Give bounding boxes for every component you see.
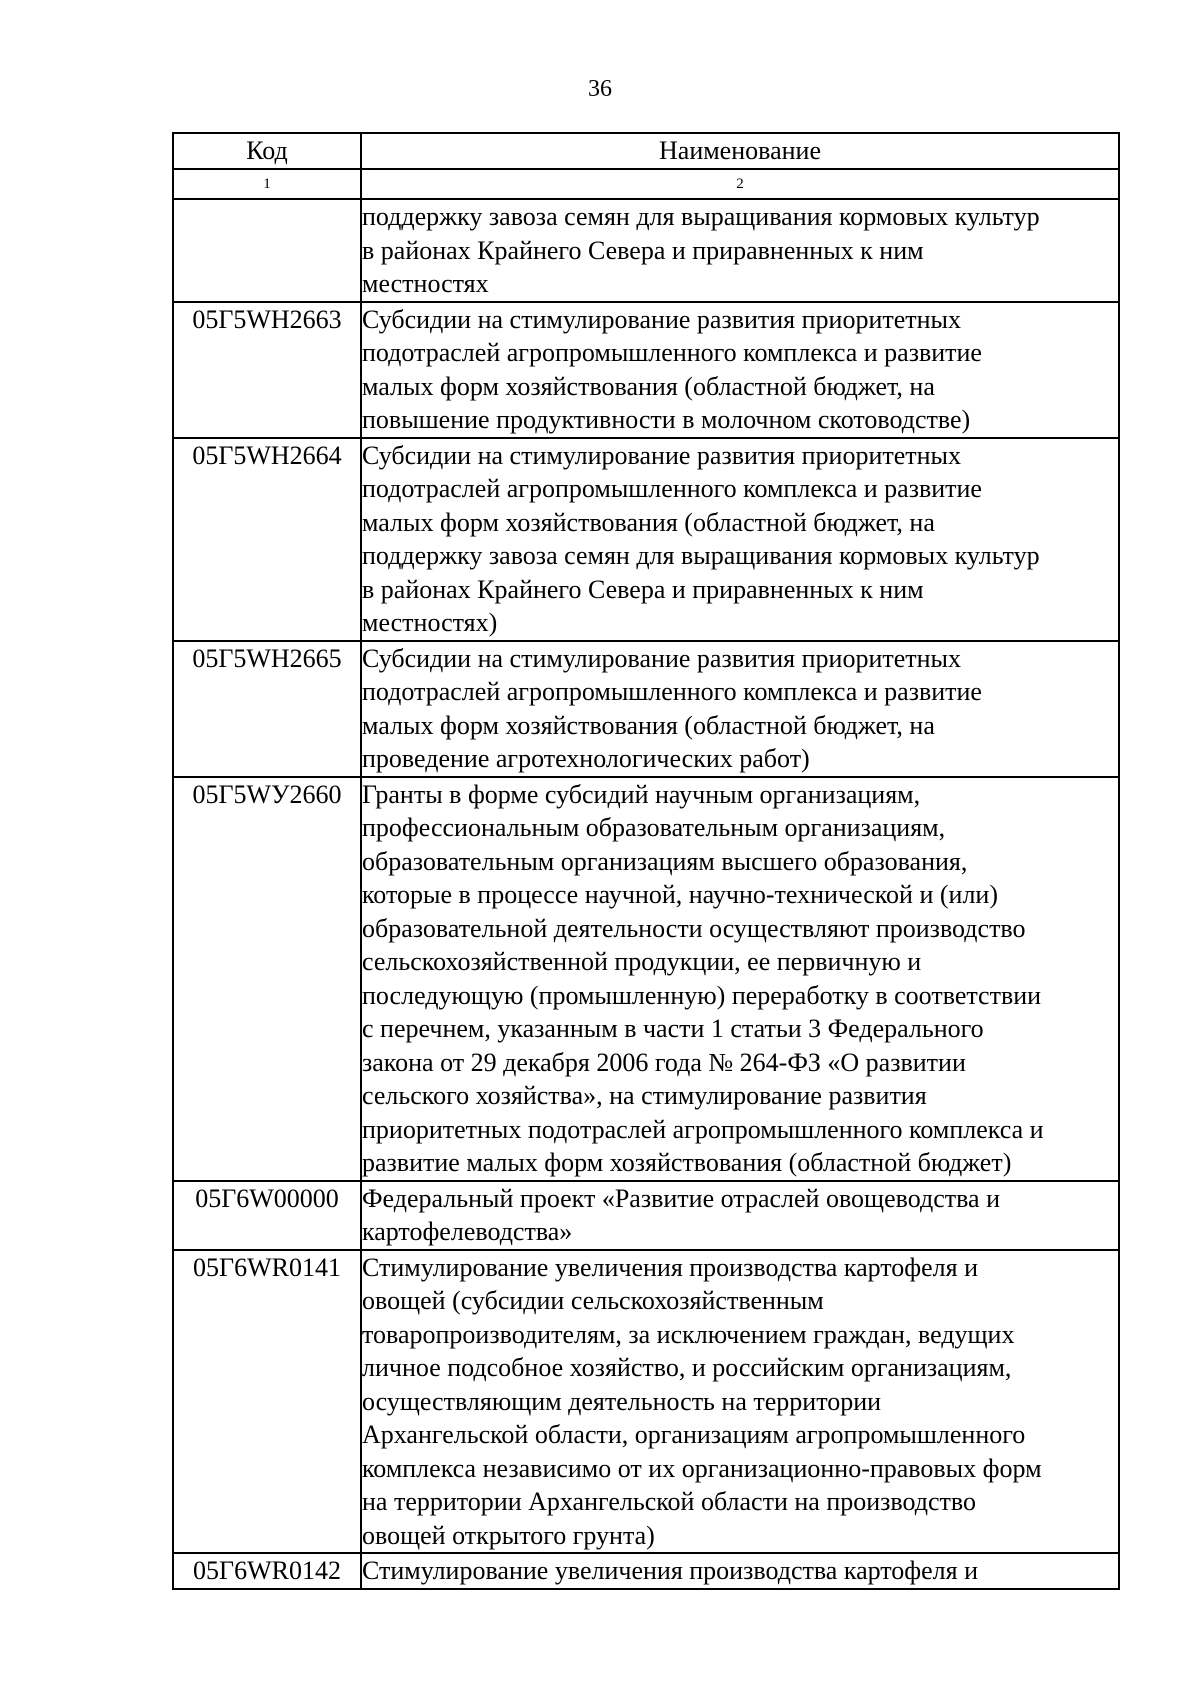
row-name-line: с перечнем, указанным в части 1 статьи 3 Федерального — [362, 1014, 984, 1043]
row-name — [361, 438, 1119, 641]
row-name-line: Стимулирование увеличения производства картофеля и — [362, 1556, 979, 1585]
row-name-line: товаропроизводителям, за исключением граждан, ведущих — [362, 1319, 1015, 1349]
row-code — [173, 199, 361, 302]
row-name-line: Субсидии на стимулирование развития приоритетных — [362, 304, 962, 334]
row-code: 05Г5WН2664 — [173, 438, 361, 641]
row-name-line: подотраслей агропромышленного комплекса и развитие — [362, 677, 982, 706]
row-name-line: комплекса независимо от их организационно-правовых форм — [362, 1453, 1042, 1483]
row-code: 05Г5WУ2660 — [173, 777, 361, 1181]
row-name-line: сельского хозяйства», на стимулирование развития — [362, 1081, 927, 1110]
row-name-line: поддержку завоза семян для выращивания кормовых культур — [362, 202, 1040, 231]
table-row — [173, 1250, 1119, 1554]
row-name-line: в районах Крайнего Севера и приравненных к ним — [362, 235, 924, 265]
row-name-line: овощей (субсидии сельскохозяйственным — [362, 1286, 824, 1315]
row-name-line: приоритетных подотраслей агропромышленного комплекса и — [362, 1114, 1044, 1144]
row-name-line: Федеральный проект «Развитие отраслей овощеводства и — [362, 1183, 1000, 1213]
row-code: 05Г6W00000 — [173, 1181, 361, 1250]
column-number-row — [173, 169, 1119, 199]
row-name-line: малых форм хозяйствования (областной бюджет, на — [362, 507, 935, 537]
row-code: 05Г6WR0142 — [173, 1553, 361, 1589]
table-row — [173, 777, 1119, 1181]
row-name-line: образовательной деятельности осуществляют производство — [362, 913, 1026, 943]
table-row — [173, 302, 1119, 438]
header-name: Наименование — [361, 133, 1119, 169]
row-name-line: малых форм хозяйствования (областной бюджет, на — [362, 371, 935, 401]
row-name-line: овощей открытого грунта) — [362, 1520, 655, 1550]
header-code: Код — [173, 133, 361, 169]
row-name-line: последующую (промышленную) переработку в соответствии — [362, 980, 1042, 1010]
row-name — [361, 641, 1119, 777]
row-name-line: Архангельской области, организациям агропромышленного — [362, 1420, 1026, 1449]
table-row — [173, 641, 1119, 777]
row-name — [361, 199, 1119, 302]
row-name — [361, 1181, 1119, 1250]
row-name — [361, 302, 1119, 438]
table-header-row — [173, 133, 1119, 169]
row-code: 05Г5WН2663 — [173, 302, 361, 438]
column-number-2: 2 — [361, 169, 1119, 199]
row-name-line: картофелеводства» — [362, 1217, 573, 1246]
column-number-1: 1 — [173, 169, 361, 199]
row-code: 05Г5WН2665 — [173, 641, 361, 777]
row-name — [361, 1250, 1119, 1554]
row-name-line: проведение агротехнологических работ) — [362, 744, 810, 773]
row-name-line: осуществляющим деятельность на территории — [362, 1386, 882, 1416]
row-name-line: местностях — [362, 269, 489, 298]
row-name-line: образовательным организациям высшего образования, — [362, 846, 968, 876]
row-name-line: Субсидии на стимулирование развития приоритетных — [362, 643, 962, 673]
row-name-line: Субсидии на стимулирование развития приоритетных — [362, 440, 962, 470]
row-name-line: повышение продуктивности в молочном скотоводстве) — [362, 405, 971, 434]
row-name-line: закона от 29 декабря 2006 года № 264-ФЗ «О развитии — [362, 1047, 966, 1077]
page-number: 36 — [588, 76, 612, 102]
row-name — [361, 1553, 1119, 1589]
row-name-line: личное подсобное хозяйство, и российским организациям, — [362, 1353, 1012, 1382]
table-row — [173, 1553, 1119, 1589]
row-name-line: развитие малых форм хозяйствования (областной бюджет) — [362, 1148, 1012, 1177]
table-row — [173, 438, 1119, 641]
table-row — [173, 1181, 1119, 1250]
row-name-line: Гранты в форме субсидий научным организациям, — [362, 779, 921, 809]
budget-codes-table — [172, 132, 1120, 1590]
row-name — [361, 777, 1119, 1181]
row-name-line: местностях) — [362, 608, 498, 637]
table-row — [173, 199, 1119, 302]
row-name-line: подотраслей агропромышленного комплекса и развитие — [362, 474, 982, 503]
row-name-line: на территории Архангельской области на производство — [362, 1487, 977, 1516]
row-name-line: профессиональным образовательным организациям, — [362, 813, 946, 842]
row-name-line: которые в процессе научной, научно-технической и (или) — [362, 880, 998, 909]
row-name-line: сельскохозяйственной продукции, ее первичную и — [362, 947, 922, 976]
row-name-line: Стимулирование увеличения производства картофеля и — [362, 1252, 979, 1282]
row-name-line: в районах Крайнего Севера и приравненных к ним — [362, 574, 924, 604]
row-name-line: подотраслей агропромышленного комплекса и развитие — [362, 338, 982, 367]
row-name-line: малых форм хозяйствования (областной бюджет, на — [362, 710, 935, 740]
row-name-line: поддержку завоза семян для выращивания кормовых культур — [362, 541, 1040, 570]
row-code: 05Г6WR0141 — [173, 1250, 361, 1554]
